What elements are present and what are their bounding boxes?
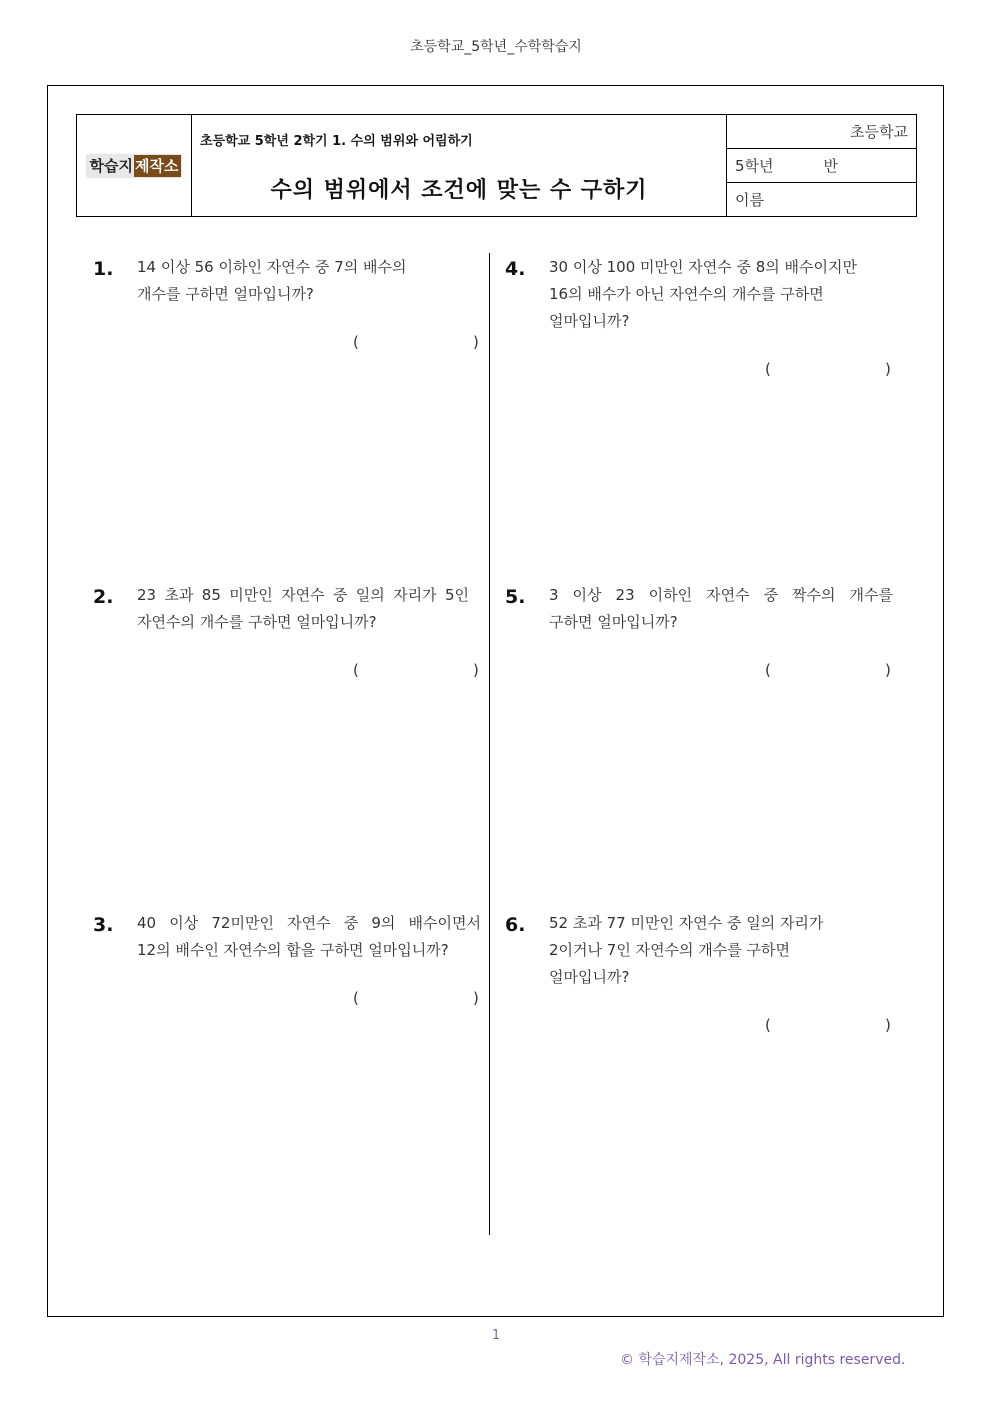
answer-close-paren: ) (885, 1016, 891, 1034)
worksheet-header (76, 114, 917, 217)
problem-text (137, 582, 469, 636)
name-field[interactable] (727, 183, 916, 216)
logo-cell (77, 115, 192, 216)
answer-open-paren: ( (353, 989, 359, 1007)
answer-close-paren: ) (885, 360, 891, 378)
answer-close-paren: ) (885, 661, 891, 679)
problem-text (549, 910, 869, 991)
problem-number: 6. (505, 914, 526, 936)
problem-line: 40 이상 72미만인 자연수 중 9의 배수이면서 (137, 914, 481, 932)
problem-line: 얼마입니까? (549, 312, 630, 330)
problem-number: 4. (505, 258, 526, 280)
problem-line: 자연수의 개수를 구하면 얼마입니까? (137, 613, 377, 631)
problem-line: 2이거나 7인 자연수의 개수를 구하면 (549, 941, 791, 959)
answer-open-paren: ( (765, 360, 771, 378)
grade-class-field[interactable] (727, 149, 916, 183)
problem-line: 3 이상 23 이하인 자연수 중 짝수의 개수를 (549, 586, 893, 604)
problem-line: 얼마입니까? (549, 968, 630, 986)
page-number: 1 (491, 1328, 501, 1343)
answer-open-paren: ( (353, 333, 359, 351)
answer-open-paren: ( (353, 661, 359, 679)
problem-line: 14 이상 56 이하인 자연수 중 7의 배수의 (137, 258, 407, 276)
logo-text-2: 제작소 (134, 155, 181, 177)
problem-number: 3. (93, 914, 114, 936)
logo (87, 155, 182, 177)
problem-line: 30 이상 100 미만인 자연수 중 8의 배수이지만 (549, 258, 857, 276)
problem-number: 1. (93, 258, 114, 280)
unit-subtitle: 초등학교 5학년 2학기 1. 수의 범위와 어림하기 (200, 134, 473, 149)
answer-close-paren: ) (473, 333, 479, 351)
problem-line: 16의 배수가 아닌 자연수의 개수를 구하면 (549, 285, 824, 303)
school-label: 초등학교 (850, 123, 908, 141)
problem-line: 23 초과 85 미만인 자연수 중 일의 자리가 5인 (137, 586, 469, 604)
answer-close-paren: ) (473, 661, 479, 679)
worksheet-title: 수의 범위에서 조건에 맞는 수 구하기 (270, 178, 648, 203)
name-label: 이름 (735, 191, 764, 209)
problem-number: 2. (93, 586, 114, 608)
copyright-notice: © 학습지제작소, 2025, All rights reserved. (620, 1352, 906, 1368)
problem-text (137, 910, 481, 964)
school-field[interactable] (727, 115, 916, 149)
problem-line: 52 초과 77 미만인 자연수 중 일의 자리가 (549, 914, 824, 932)
problem-text (137, 254, 437, 308)
answer-open-paren: ( (765, 661, 771, 679)
title-cell (192, 115, 727, 216)
problem-line: 구하면 얼마입니까? (549, 613, 678, 631)
class-label: 반 (823, 157, 839, 175)
student-info (727, 115, 916, 216)
answer-close-paren: ) (473, 989, 479, 1007)
problem-line: 개수를 구하면 얼마입니까? (137, 285, 314, 303)
grade-label: 5학년 (735, 157, 774, 175)
running-head: 초등학교_5학년_수학학습지 (410, 39, 582, 55)
logo-text-1: 학습지 (87, 155, 134, 177)
problem-text (549, 582, 893, 636)
problem-number: 5. (505, 586, 526, 608)
answer-open-paren: ( (765, 1016, 771, 1034)
problem-line: 12의 배수인 자연수의 합을 구하면 얼마입니까? (137, 941, 449, 959)
problem-text (549, 254, 889, 335)
column-divider (489, 253, 490, 1235)
